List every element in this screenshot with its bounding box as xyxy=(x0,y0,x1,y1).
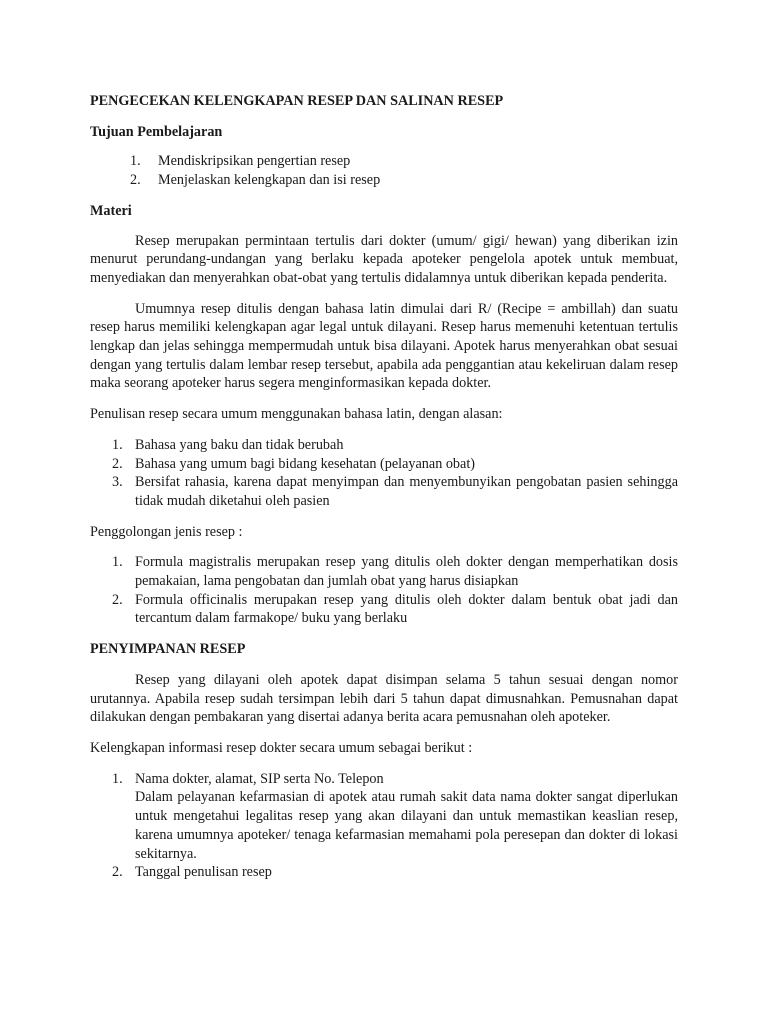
materi-heading: Materi xyxy=(90,202,132,219)
document-body xyxy=(90,92,678,882)
tujuan-heading: Tujuan Pembelajaran xyxy=(90,123,223,140)
list-item: 1. Bahasa yang baku dan tidak berubah xyxy=(112,436,344,453)
list-item: 2. Menjelaskan kelengkapan dan isi resep xyxy=(130,172,381,189)
list-item: 2. Bahasa yang umum bagi bidang kesehatan (pelayanan obat) xyxy=(112,455,475,472)
paragraph: Umumnya resep ditulis dengan bahasa latin dimulai dari R/ (Recipe = ambillah) dan suatu resep harus memiliki kelengkapan agar legal untuk dilayani. Resep harus memenuhi ketentuan tertulis lengkap dan jelas sehingga mempermudah untuk bisa dilayani. Apotek harus menyerahkan obat sesuai dengan yang tertulis dalam lembar resep tersebut, apabila ada penggantian atau kekeliruan dalam resep maka seorang apoteker harus segera menginformasikan kepada dokter. xyxy=(90,300,678,392)
list-item: 3. Bersifat rahasia, karena dapat menyimpan dan menyembunyikan pengobatan pasien sehingga tidak mudah diketahui oleh pasien xyxy=(112,474,678,509)
tujuan-list xyxy=(90,152,678,189)
jenis-list xyxy=(90,553,678,628)
penyimpanan-heading: PENYIMPANAN RESEP xyxy=(90,641,246,658)
paragraph: Penulisan resep secara umum menggunakan bahasa latin, dengan alasan: xyxy=(90,406,503,423)
list-item: 1. Mendiskripsikan pengertian resep xyxy=(130,153,351,170)
list-item: 2. Formula officinalis merupakan resep yang ditulis oleh dokter dalam bentuk obat jadi dan tercantum dalam farmakope/ buku yang berlaku xyxy=(112,591,678,627)
paragraph: Kelengkapan informasi resep dokter secara umum sebagai berikut : xyxy=(90,739,473,756)
paragraph: Resep yang dilayani oleh apotek dapat disimpan selama 5 tahun sesuai dengan nomor urutannya. Apabila resep sudah tersimpan lebih dari 5 tahun dapat dimusnahkan. Pemusnahan dapat dilakukan dengan pembakaran yang disertai adanya berita acara pemusnahan oleh apoteker. xyxy=(90,671,678,726)
paragraph: Resep merupakan permintaan tertulis dari dokter (umum/ gigi/ hewan) yang diberikan izin menurut perundang-undangan yang berlaku kepada apoteker pengelola apotek untuk membuat, menyediakan dan menyerahkan obat-obat yang tertulis didalamnya untuk diberikan kepada penderita. xyxy=(90,232,678,286)
alasan-list xyxy=(90,436,678,511)
kelengkapan-list xyxy=(90,770,678,882)
paragraph: Penggolongan jenis resep : xyxy=(90,523,243,540)
document-title: PENGECEKAN KELENGKAPAN RESEP DAN SALINAN RESEP xyxy=(90,93,504,109)
list-item: 2. Tanggal penulisan resep xyxy=(112,864,272,881)
list-item: 1. Formula magistralis merupakan resep yang ditulis oleh dokter dengan memperhatikan dosis pemakaian, lama pengobatan dan jumlah obat yang harus disiapkan xyxy=(112,554,678,590)
list-item: 1. Nama dokter, alamat, SIP serta No. Telepon Dalam pelayanan kefarmasian di apotek atau rumah sakit data nama dokter sangat diperlukan untuk mengetahui legalitas resep yang akan dilayani dan untuk memastikan keaslian resep, karena umumnya apoteker/ tenaga kefarmasian memahami pola peresepan dan dokter di lokasi sekitarnya. xyxy=(112,770,678,862)
